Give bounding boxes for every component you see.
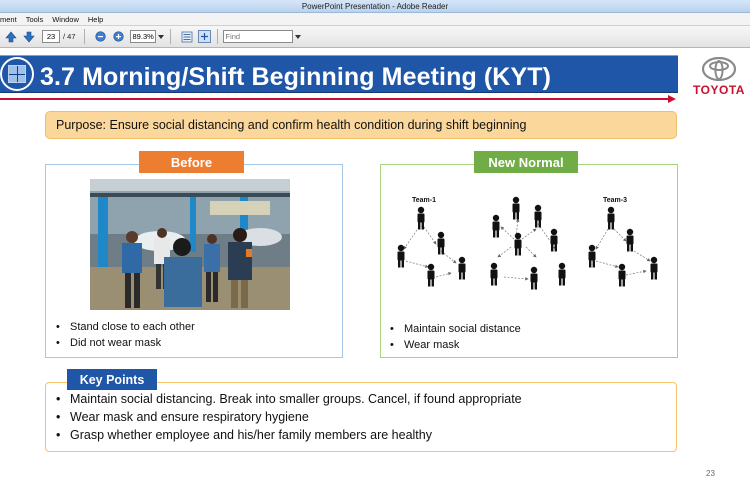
menu-item-document[interactable]: ment (0, 14, 17, 24)
purpose-box (45, 111, 677, 139)
list-item: • Maintain social distance (386, 321, 521, 337)
zoom-dropdown-icon[interactable] (157, 30, 165, 44)
red-arrow-icon (668, 95, 676, 103)
find-input[interactable]: Find (223, 30, 293, 43)
slide-title: 3.7 Morning/Shift Beginning Meeting (KYT) (40, 63, 552, 91)
page-total: / 47 (63, 32, 76, 41)
red-divider-line (0, 98, 670, 100)
toolbar-divider (217, 29, 218, 44)
list-item: • Grasp whether employee and his/her family members are healthy (52, 426, 522, 444)
new-normal-label: New Normal (474, 151, 578, 173)
list-item: • Stand close to each other (52, 319, 195, 335)
list-item: • Did not wear mask (52, 335, 195, 351)
zoom-out-icon[interactable] (94, 30, 108, 44)
before-label: Before (139, 151, 244, 173)
window-titlebar (0, 0, 750, 13)
key-points-bullet-list (52, 390, 522, 444)
find-dropdown-icon[interactable] (294, 30, 302, 44)
window-title: PowerPoint Presentation - Adobe Reader (301, 1, 449, 11)
slide-page-number: 23 (706, 469, 715, 478)
menu-item-help[interactable]: Help (87, 14, 104, 24)
page-number-input[interactable]: 23 (42, 30, 60, 43)
list-item: • Wear mask and ensure respiratory hygiene (52, 408, 522, 426)
menu-bar (0, 13, 750, 26)
team-3-label: Team-3 (603, 197, 627, 204)
menu-item-window[interactable]: Window (52, 14, 79, 24)
toolbar-divider (170, 29, 171, 44)
toyota-logo (688, 55, 750, 103)
title-bar (0, 55, 678, 93)
team-1-label: Team-1 (412, 197, 436, 204)
fit-page-icon[interactable] (198, 30, 212, 44)
next-page-icon[interactable] (22, 30, 36, 44)
section-logo-icon (0, 57, 34, 91)
previous-page-icon[interactable] (4, 30, 18, 44)
slide (0, 49, 750, 490)
fit-width-icon[interactable] (180, 30, 194, 44)
new-normal-bullet-list (386, 321, 521, 353)
toolbar (0, 26, 750, 48)
zoom-in-icon[interactable] (112, 30, 126, 44)
before-photo (90, 179, 290, 310)
team-diagram (386, 179, 674, 299)
key-points-label: Key Points (67, 369, 157, 390)
toyota-wordmark: TOYOTA (693, 83, 745, 97)
toolbar-divider (84, 29, 85, 44)
list-item: • Maintain social distancing. Break into smaller groups. Cancel, if found appropriate (52, 390, 522, 408)
toyota-emblem-icon (701, 57, 737, 81)
zoom-level-field[interactable]: 89.3% (130, 30, 156, 43)
menu-item-tools[interactable]: Tools (25, 14, 44, 24)
list-item: • Wear mask (386, 337, 521, 353)
before-bullet-list (52, 319, 195, 351)
purpose-text: Purpose: Ensure social distancing and confirm health condition during shift beginning (56, 118, 527, 132)
